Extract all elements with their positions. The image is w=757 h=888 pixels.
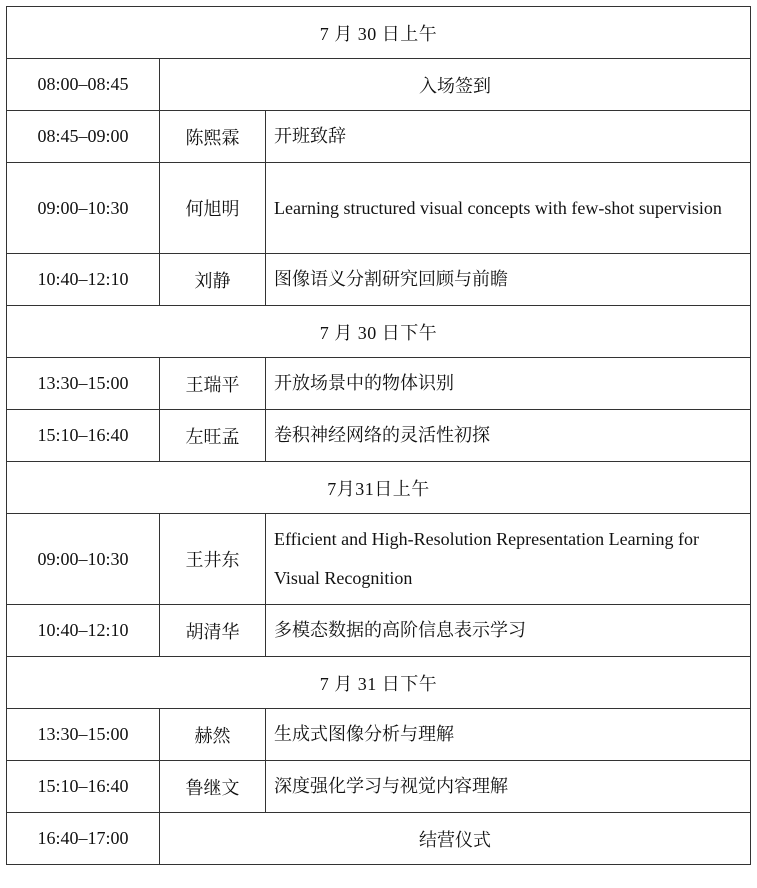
section-row-jul31-pm [7,657,751,709]
talk-row [7,761,751,813]
time-cell: 15:10–16:40 [7,761,160,813]
talk-row [7,410,751,462]
topic-cell: 多模态数据的高阶信息表示学习 [266,605,751,657]
section-header: 7 月 31 日下午 [7,657,751,709]
time-cell: 16:40–17:00 [7,813,160,865]
topic-cell: Efficient and High-Resolution Representation Learning for Visual Recognition [266,514,751,605]
schedule-table [6,6,751,865]
time-cell: 13:30–15:00 [7,358,160,410]
time-cell: 13:30–15:00 [7,709,160,761]
section-header: 7月31日上午 [7,462,751,514]
topic-cell: 开班致辞 [266,111,751,163]
section-row-jul30-pm [7,306,751,358]
topic-cell: 卷积神经网络的灵活性初探 [266,410,751,462]
section-row-jul31-am [7,462,751,514]
topic-cell: 图像语义分割研究回顾与前瞻 [266,254,751,306]
talk-row [7,163,751,254]
speaker-cell: 赫然 [160,709,266,761]
topic-cell: Learning structured visual concepts with few-shot supervision [266,163,751,254]
topic-cell: 深度强化学习与视觉内容理解 [266,761,751,813]
speaker-cell: 胡清华 [160,605,266,657]
section-row-jul30-am [7,7,751,59]
talk-row [7,605,751,657]
time-cell: 15:10–16:40 [7,410,160,462]
event-title: 结营仪式 [160,813,751,865]
speaker-cell: 陈熙霖 [160,111,266,163]
speaker-cell: 刘静 [160,254,266,306]
speaker-cell: 王井东 [160,514,266,605]
section-header: 7 月 30 日下午 [7,306,751,358]
speaker-cell: 何旭明 [160,163,266,254]
topic-cell: 开放场景中的物体识别 [266,358,751,410]
event-row-closing [7,813,751,865]
event-row-checkin [7,59,751,111]
time-cell: 10:40–12:10 [7,605,160,657]
talk-row [7,358,751,410]
time-cell: 09:00–10:30 [7,163,160,254]
time-cell: 09:00–10:30 [7,514,160,605]
talk-row [7,254,751,306]
talk-row [7,709,751,761]
talk-row [7,111,751,163]
time-cell: 08:45–09:00 [7,111,160,163]
speaker-cell: 鲁继文 [160,761,266,813]
talk-row [7,514,751,605]
topic-cell: 生成式图像分析与理解 [266,709,751,761]
speaker-cell: 王瑞平 [160,358,266,410]
time-cell: 08:00–08:45 [7,59,160,111]
time-cell: 10:40–12:10 [7,254,160,306]
speaker-cell: 左旺孟 [160,410,266,462]
section-header: 7 月 30 日上午 [7,7,751,59]
event-title: 入场签到 [160,59,751,111]
